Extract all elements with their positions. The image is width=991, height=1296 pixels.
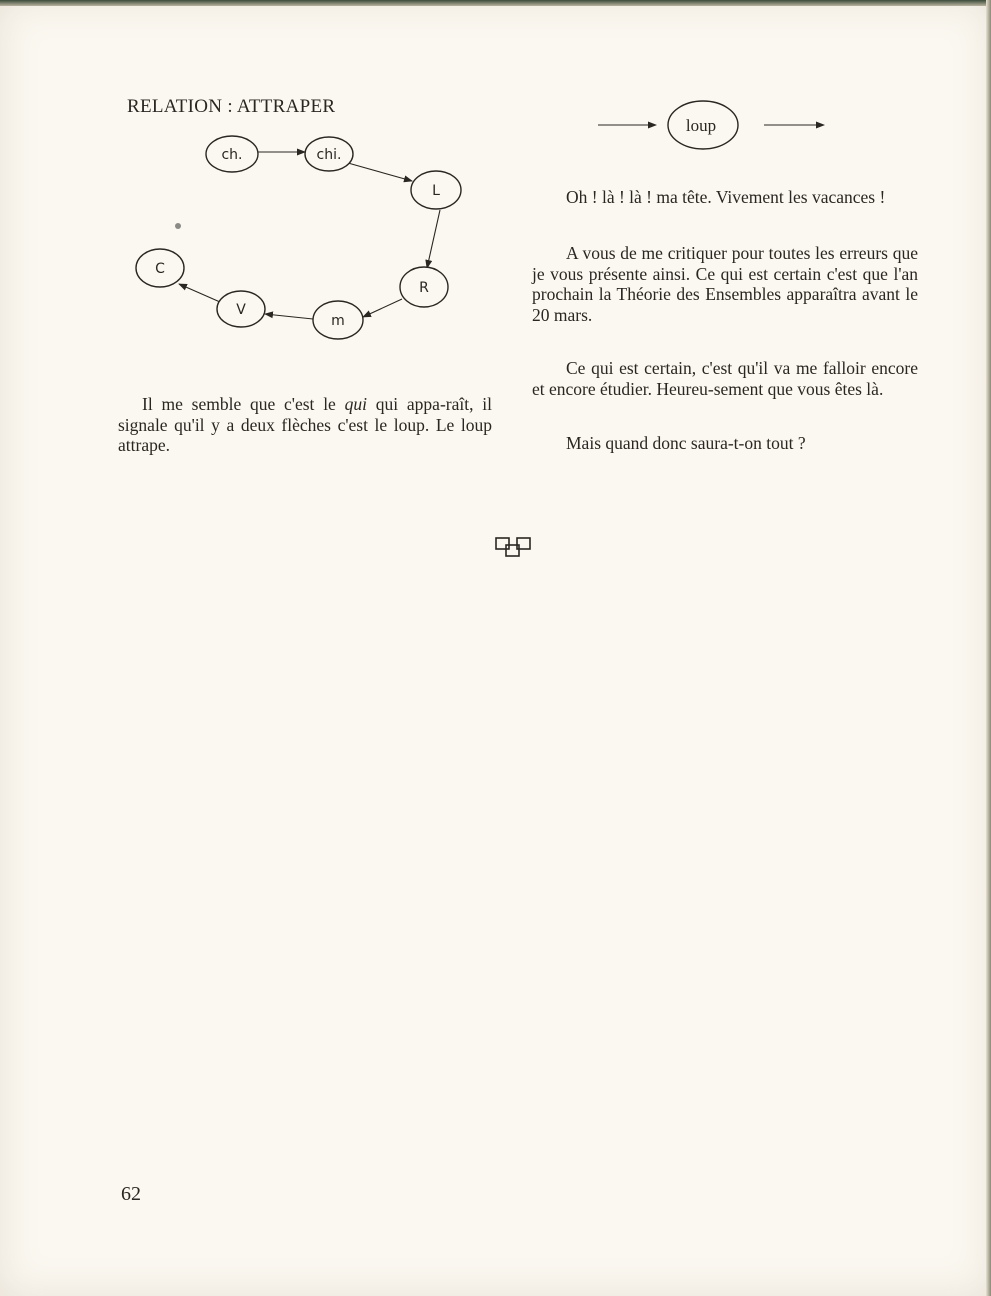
left-paragraph-start: Il me semble que c'est le bbox=[142, 394, 345, 414]
node-R bbox=[400, 267, 448, 307]
left-paragraph-emphasis: qui bbox=[344, 394, 367, 414]
node-V-label: V bbox=[236, 302, 246, 318]
node-ch-label: ch. bbox=[221, 147, 243, 163]
ornament-icon bbox=[495, 535, 533, 559]
node-m-label: m bbox=[331, 313, 345, 329]
node-L bbox=[411, 171, 461, 209]
right-paragraph-1: Oh ! là ! là ! ma tête. Vivement les vacances ! bbox=[566, 187, 886, 207]
arrow-R-to-m bbox=[363, 299, 402, 317]
node-m bbox=[313, 301, 363, 339]
arrow-chi-to-L bbox=[348, 163, 412, 181]
node-chi bbox=[305, 137, 353, 171]
node-L-label: L bbox=[432, 183, 440, 199]
node-chi-label: chi. bbox=[316, 147, 342, 163]
page-number: 62 bbox=[121, 1183, 141, 1205]
arrow-m-to-V bbox=[265, 314, 313, 319]
node-C-label: C bbox=[155, 261, 165, 277]
right-paragraph-4: Mais quand donc saura-t-on tout ? bbox=[566, 433, 806, 453]
right-paragraph-2: A vous de me critiquer pour toutes les erreurs que je vous présente ainsi. Ce qui est certain c'est que l'an prochain la Théorie des Ensembles apparaîtra avant le 20 mars. bbox=[532, 243, 918, 325]
node-R-label: R bbox=[419, 280, 429, 296]
arrow-V-to-C bbox=[179, 284, 220, 302]
node-loup-label: loup bbox=[685, 116, 717, 135]
node-V bbox=[217, 291, 265, 327]
relation-heading: RELATION : ATTRAPER bbox=[127, 96, 336, 117]
right-paragraph-3: Ce qui est certain, c'est qu'il va me falloir encore et encore étudier. Heureu-sement que vous êtes là. bbox=[532, 358, 918, 399]
ink-dot bbox=[175, 223, 181, 229]
node-loup bbox=[668, 101, 738, 149]
arrow-L-to-R bbox=[427, 210, 440, 268]
left-paragraph-end: qui appa-raît, il signale qu'il y a deux flèches c'est le loup. Le loup attrape. bbox=[118, 394, 492, 455]
node-C bbox=[136, 249, 184, 287]
left-paragraph bbox=[118, 394, 492, 456]
node-ch bbox=[206, 136, 258, 172]
